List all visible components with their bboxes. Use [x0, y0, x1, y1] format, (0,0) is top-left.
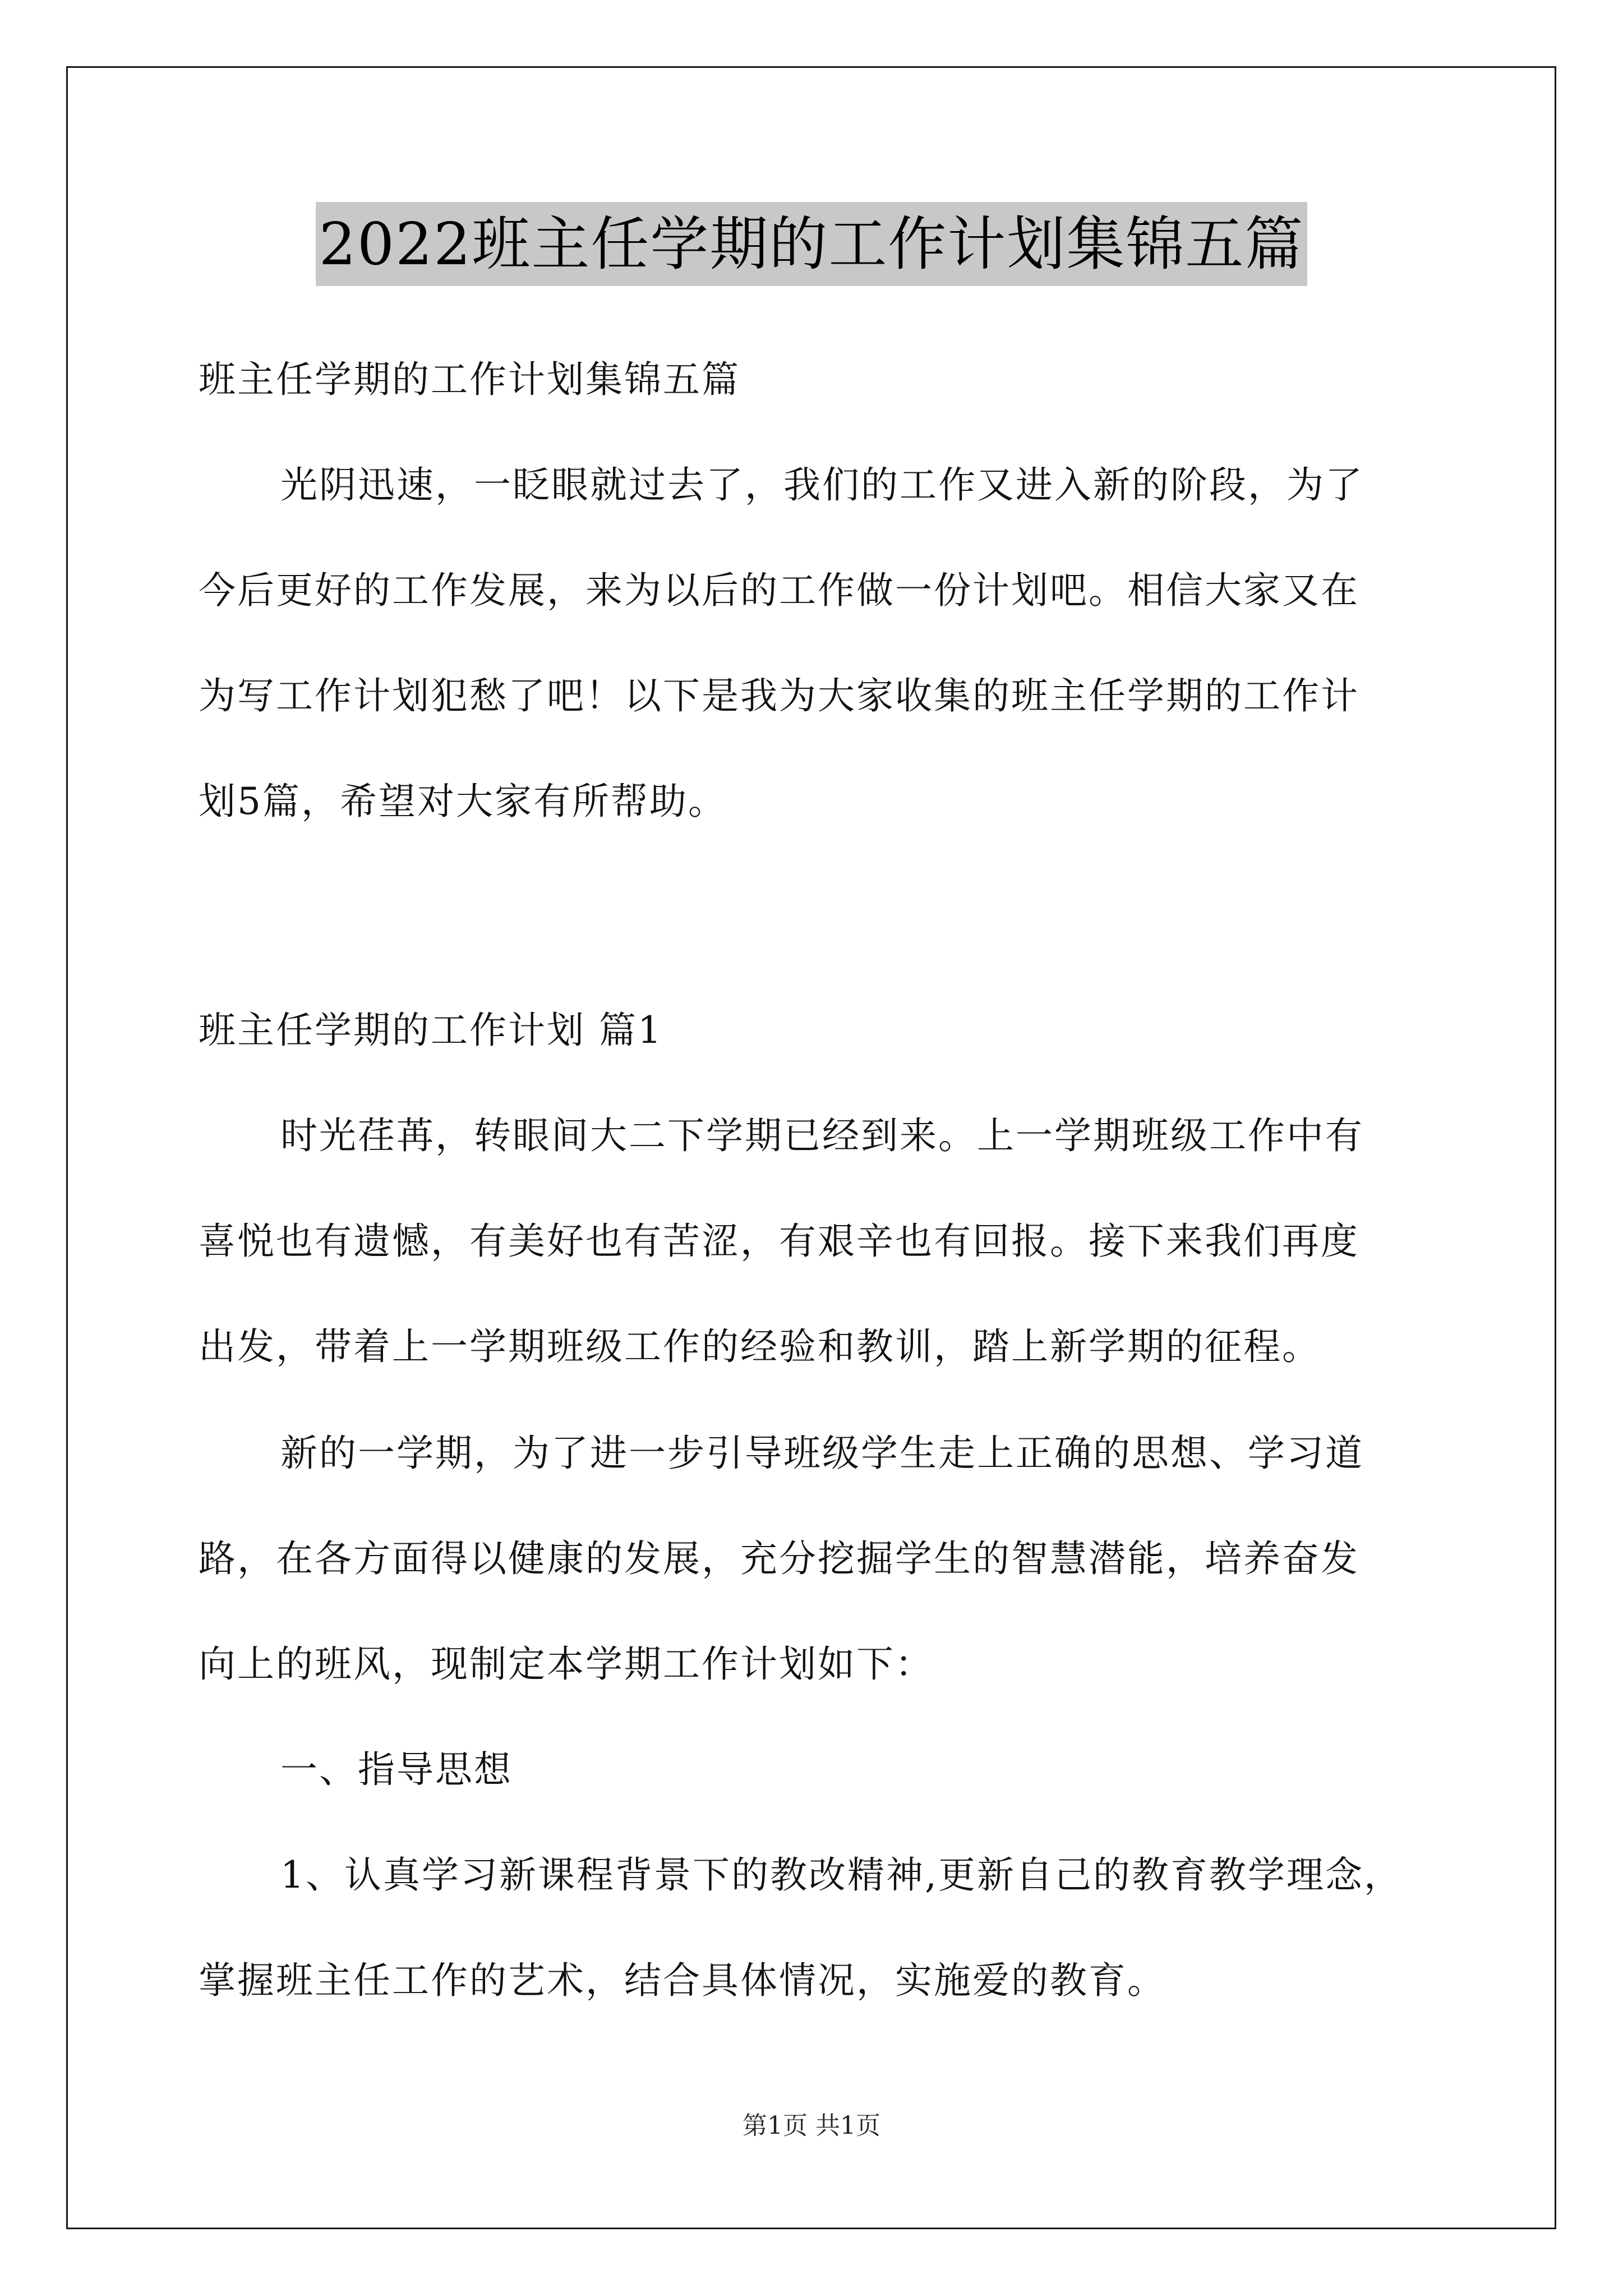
- intro-line-1: 光阴迅速，一眨眼就过去了，我们的工作又进入新的阶段，为了: [280, 463, 1364, 507]
- section-heading-guiding-thought: 一、指导思想: [280, 1748, 513, 1791]
- intro-line-3: 为写工作计划犯愁了吧！以下是我为大家收集的班主任学期的工作计: [199, 674, 1359, 717]
- section-line-1: 时光荏苒，转眼间大二下学期已经到来。上一学期班级工作中有: [280, 1114, 1364, 1157]
- document-subtitle: 班主任学期的工作计划集锦五篇: [199, 358, 740, 401]
- intro-line-2: 今后更好的工作发展，来为以后的工作做一份计划吧。相信大家又在: [199, 569, 1359, 612]
- page-footer: 第1页 共1页: [743, 2111, 880, 2140]
- intro-line-4: 划5篇，希望对大家有所帮助。: [199, 780, 727, 823]
- document-title: 2022班主任学期的工作计划集锦五篇: [316, 202, 1308, 286]
- section-line-9: 掌握班主任工作的艺术，结合具体情况，实施爱的教育。: [199, 1959, 1166, 2002]
- section-line-8: 1、认真学习新课程背景下的教改精神,更新自己的教育教学理念，: [280, 1853, 1403, 1897]
- section-line-4: 新的一学期，为了进一步引导班级学生走上正确的思想、学习道: [280, 1432, 1364, 1475]
- section-line-2: 喜悦也有遗憾，有美好也有苦涩，有艰辛也有回报。接下来我们再度: [199, 1220, 1359, 1263]
- section-line-5: 路，在各方面得以健康的发展，充分挖掘学生的智慧潜能，培养奋发: [199, 1537, 1359, 1580]
- section-line-6: 向上的班风，现制定本学期工作计划如下：: [199, 1642, 934, 1686]
- section-heading: 班主任学期的工作计划 篇1: [199, 1009, 663, 1052]
- section-line-3: 出发，带着上一学期班级工作的经验和教训，踏上新学期的征程。: [199, 1325, 1321, 1368]
- title-wrapper: [0, 202, 1623, 286]
